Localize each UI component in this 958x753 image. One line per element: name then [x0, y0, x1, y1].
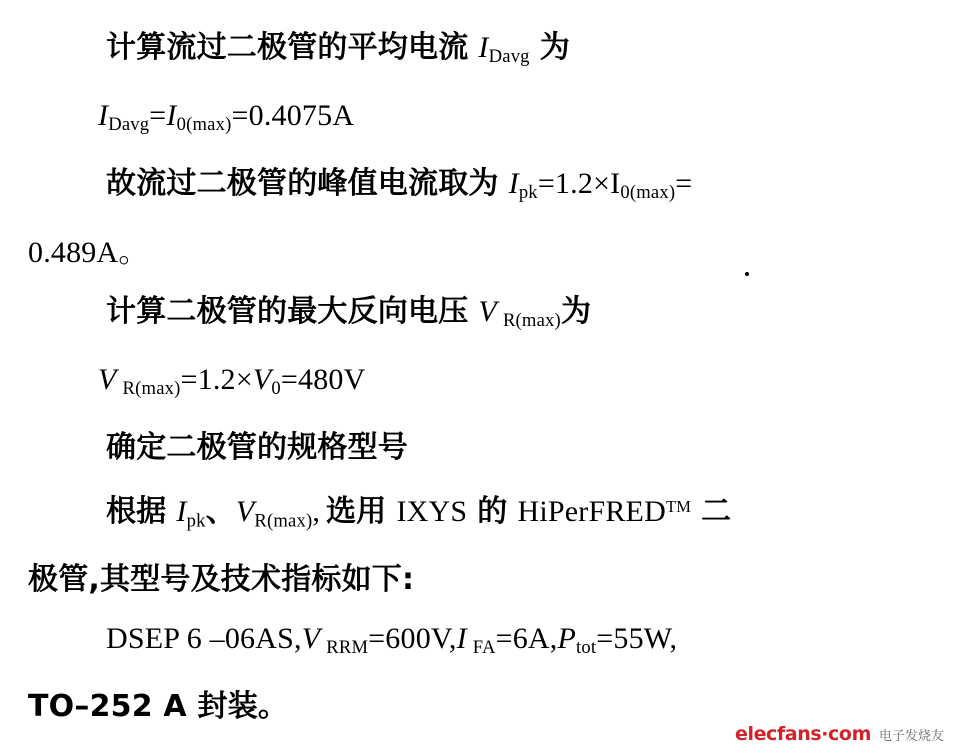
peak-current-intro-text: 故流过二极管的峰值电流取为	[106, 166, 499, 202]
peak-current-formula-sub: 0(max)	[620, 182, 676, 204]
symbol-V-sub: R(max)	[502, 309, 561, 331]
eq1-symbol-I2: I	[166, 99, 177, 133]
reverse-voltage-intro-line	[28, 282, 930, 350]
reverse-voltage-intro-text: 计算二极管的最大反向电压	[106, 293, 469, 329]
spec1-sub: RRM	[326, 637, 369, 659]
avg-current-intro-line	[28, 18, 930, 86]
trademark-symbol: TM	[665, 497, 692, 517]
symbol-I: I	[478, 31, 489, 64]
selection-comma: ,	[312, 495, 321, 529]
peak-current-value: 0.489A。	[28, 235, 149, 269]
symbol-VR-ref-sub: R(max)	[254, 510, 313, 532]
eq1-sub1: Davg	[108, 114, 150, 136]
spec2-symbol: I	[456, 622, 467, 656]
symbol-I-sub: Davg	[488, 46, 530, 68]
eq2-sub1: R(max)	[122, 378, 181, 400]
spec1-value: =600V	[368, 622, 449, 656]
spec1-symbol: V	[301, 622, 321, 656]
part-specs-line: DSEP 6 –06AS,V $_{RRM}$=600V,I $_{FA}=6A,P_{tot}=55W$,	[106, 622, 678, 659]
peak-current-formula-end: =	[675, 167, 693, 201]
spec2-sub: FA	[472, 637, 496, 659]
eq1-symbol-I1: I	[98, 99, 109, 133]
avg-current-intro-text: 计算流过二极管的平均电流	[106, 30, 469, 65]
symbol-Ipk-ref: I	[176, 495, 187, 529]
selection-basis-cont-line	[28, 550, 930, 609]
product-family: HiPerFRED	[517, 495, 666, 529]
symbol-VR-ref: V	[235, 495, 255, 529]
brand-name: IXYS	[396, 495, 468, 529]
watermark-site: elecfans·com	[734, 723, 871, 745]
symbol-Ipk-ref-sub: pk	[186, 510, 206, 532]
spec2-value: =6A	[495, 622, 550, 656]
symbol-V: V	[478, 294, 497, 328]
selection-basis-cont: 极管,其型号及技术指标如下:	[28, 562, 415, 598]
symbol-separator: 、	[205, 494, 236, 530]
eq1-equals1: =	[149, 99, 167, 133]
eq1-sub2: 0(max)	[176, 114, 232, 136]
spec3-symbol: P	[557, 622, 577, 656]
eq1-result: =0.4075A	[231, 99, 355, 133]
eq2-symbol-V: V	[98, 362, 117, 396]
avg-current-intro-suffix: 为	[539, 30, 570, 65]
reverse-voltage-equation-line	[28, 350, 930, 418]
selection-verb: 选用	[326, 494, 387, 530]
watermark	[735, 723, 944, 745]
symbol-Ipk-sub: pk	[518, 182, 538, 204]
avg-current-equation-line	[28, 86, 930, 154]
package-type: TO–252 A 封装。	[28, 689, 289, 725]
peak-current-formula: =1.2×I	[537, 167, 621, 201]
selection-basis-line	[28, 477, 930, 550]
watermark-subtitle: 电子发烧友	[878, 729, 944, 744]
selection-particle: 的	[477, 494, 508, 530]
peak-current-intro-line	[28, 154, 930, 222]
eq2-symbol-V0: V	[252, 362, 272, 396]
eq2-factor: =1.2×	[180, 362, 253, 396]
part-number: DSEP 6 –06AS	[106, 622, 294, 656]
stray-ink-dot	[745, 272, 749, 276]
spec3-value: =55W	[596, 622, 670, 656]
peak-current-value-line	[28, 223, 930, 282]
eq2-sub2: 0	[271, 378, 281, 400]
section-heading-line	[28, 418, 930, 477]
section-heading-diode-spec: 确定二极管的规格型号	[106, 430, 408, 466]
symbol-Ipk: I	[508, 167, 519, 201]
selection-basis-tail: 二	[701, 494, 732, 530]
eq2-result: =480V	[280, 362, 366, 396]
reverse-voltage-intro-suffix: 为	[560, 293, 592, 329]
spec3-sub: tot	[576, 637, 597, 659]
selection-basis-prefix: 根据	[106, 494, 167, 530]
